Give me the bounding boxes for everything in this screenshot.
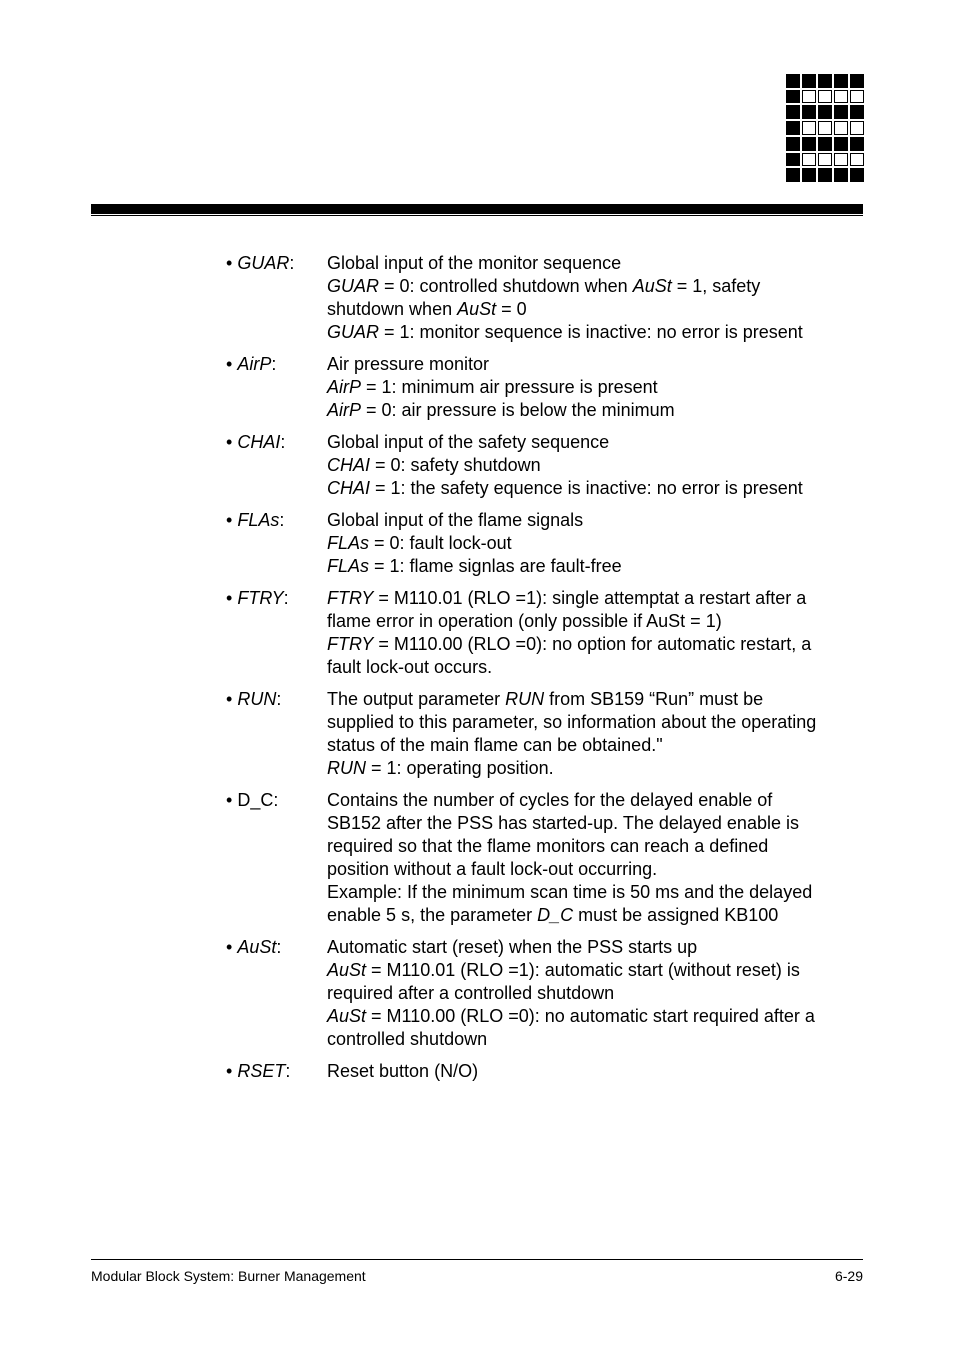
- parameter-reference: AuSt: [327, 1006, 367, 1026]
- footer-title: Modular Block System: Burner Management: [91, 1268, 366, 1284]
- bullet: •: [226, 354, 233, 374]
- parameter-name: AuSt: [237, 937, 277, 957]
- description-line: [327, 1005, 862, 1028]
- logo-cell: [802, 137, 816, 151]
- logo-cell: [786, 153, 800, 167]
- description-text: = M110.01 (RLO =1): automatic start (without reset) is: [366, 960, 800, 980]
- logo-cell: [818, 121, 832, 135]
- logo-cell: [802, 105, 816, 119]
- description-text: = 0: safety shutdown: [370, 455, 541, 475]
- logo-cell: [850, 137, 864, 151]
- logo-cell: [818, 168, 832, 182]
- bullet: •: [226, 790, 233, 810]
- description-text: = 1: monitor sequence is inactive: no error is present: [379, 322, 803, 342]
- description-text: required after a controlled shutdown: [327, 983, 615, 1003]
- parameter-reference: AuSt: [327, 960, 367, 980]
- description-line: [327, 936, 862, 959]
- description-text: = 1: operating position.: [366, 758, 554, 778]
- description-text: status of the main flame can be obtained.": [327, 735, 663, 755]
- description-line: [327, 982, 862, 1005]
- description-text: = 0: controlled shutdown when: [379, 276, 633, 296]
- description-line: [327, 298, 862, 321]
- header-rule: [91, 204, 863, 214]
- description-line: [327, 789, 862, 812]
- description-line: [327, 688, 862, 711]
- parameter-description: [327, 252, 862, 344]
- logo-cell: [850, 121, 864, 135]
- logo-cell: [786, 90, 800, 104]
- description-line: [327, 633, 862, 656]
- parameter-description: [327, 936, 862, 1051]
- parameter-reference: GUAR: [327, 322, 380, 342]
- description-line: [327, 555, 862, 578]
- bullet: •: [226, 432, 233, 452]
- parameter-colon: :: [289, 253, 295, 273]
- parameter-list: [226, 252, 862, 1092]
- description-line: [327, 959, 862, 982]
- parameter-reference: RUN: [505, 689, 545, 709]
- logo-cell: [850, 74, 864, 88]
- description-text: Automatic start (reset) when the PSS starts up: [327, 937, 698, 957]
- description-line: [327, 275, 862, 298]
- description-line: [327, 734, 862, 757]
- logo-cell: [850, 90, 864, 104]
- logo-cell: [818, 137, 832, 151]
- description-line: [327, 881, 862, 904]
- description-line: [327, 757, 862, 780]
- parameter-colon: :: [280, 432, 286, 452]
- description-line: [327, 477, 862, 500]
- parameter-reference: CHAI: [327, 478, 371, 498]
- bullet: •: [226, 253, 233, 273]
- parameter-name: RSET: [237, 1061, 286, 1081]
- parameter-name: GUAR: [237, 253, 290, 273]
- logo-cell: [802, 90, 816, 104]
- header-rule-thin: [91, 215, 863, 216]
- parameter-term: [226, 587, 327, 679]
- description-line: [327, 509, 862, 532]
- description-text: supplied to this parameter, so information about the operating: [327, 712, 817, 732]
- parameter-description: [327, 431, 862, 500]
- description-text: = 1: the safety equence is inactive: no error is present: [370, 478, 803, 498]
- parameter-entry: [226, 936, 862, 1051]
- logo-cell: [834, 137, 848, 151]
- parameter-reference: FLAs: [327, 556, 370, 576]
- logo-cell: [834, 153, 848, 167]
- parameter-reference: D_C: [537, 905, 574, 925]
- parameter-reference: CHAI: [327, 455, 371, 475]
- parameter-reference: AirP: [327, 400, 362, 420]
- parameter-reference: AuSt: [632, 276, 672, 296]
- logo-cell: [786, 137, 800, 151]
- logo-cell: [834, 90, 848, 104]
- description-text: = M110.00 (RLO =0): no option for automatic restart, a: [373, 634, 812, 654]
- logo-cell: [802, 74, 816, 88]
- parameter-term: [226, 252, 327, 344]
- parameter-description: [327, 1060, 862, 1083]
- description-text: required so that the flame monitors can reach a defined: [327, 836, 769, 856]
- parameter-entry: [226, 431, 862, 500]
- parameter-reference: GUAR: [327, 276, 380, 296]
- description-text: = 1, safety: [671, 276, 761, 296]
- logo-cell: [818, 153, 832, 167]
- description-text: = 0: fault lock-out: [369, 533, 512, 553]
- parameter-term: [226, 353, 327, 422]
- description-text: must be assigned KB100: [573, 905, 779, 925]
- description-line: [327, 532, 862, 555]
- parameter-description: [327, 353, 862, 422]
- description-text: The output parameter: [327, 689, 506, 709]
- description-text: enable 5 s, the parameter: [327, 905, 538, 925]
- description-line: [327, 454, 862, 477]
- page-number: 6-29: [834, 1268, 863, 1284]
- parameter-reference: AuSt: [457, 299, 497, 319]
- logo-cell: [834, 74, 848, 88]
- parameter-colon: :: [276, 937, 282, 957]
- description-line: [327, 321, 862, 344]
- description-line: [327, 656, 862, 679]
- description-line: [327, 812, 862, 835]
- parameter-description: [327, 587, 862, 679]
- logo-cell: [850, 105, 864, 119]
- description-text: = M110.00 (RLO =0): no automatic start required after a: [366, 1006, 815, 1026]
- logo-cell: [818, 105, 832, 119]
- logo-cell: [802, 153, 816, 167]
- parameter-description: [327, 789, 862, 927]
- description-text: Global input of the flame signals: [327, 510, 584, 530]
- bullet: •: [226, 937, 233, 957]
- parameter-reference: RUN: [327, 758, 366, 778]
- parameter-name: CHAI: [237, 432, 281, 452]
- description-text: = M110.01 (RLO =1): single attemptat a restart after a: [373, 588, 807, 608]
- description-text: Global input of the safety sequence: [327, 432, 610, 452]
- logo-cell: [802, 168, 816, 182]
- description-line: [327, 904, 862, 927]
- description-text: Example: If the minimum scan time is 50 ms and the delayed: [327, 882, 813, 902]
- parameter-colon: :: [279, 510, 285, 530]
- parameter-colon: :: [285, 1061, 291, 1081]
- description-line: [327, 858, 862, 881]
- parameter-entry: [226, 1060, 862, 1083]
- description-line: [327, 1028, 862, 1051]
- description-line: [327, 431, 862, 454]
- description-line: [327, 252, 862, 275]
- logo-cell: [786, 74, 800, 88]
- description-text: controlled shutdown: [327, 1029, 488, 1049]
- parameter-colon: :: [283, 588, 289, 608]
- parameter-name: RUN: [237, 689, 277, 709]
- bullet: •: [226, 1061, 233, 1081]
- parameter-reference: FTRY: [327, 588, 374, 608]
- parameter-colon: :: [273, 790, 279, 810]
- description-text: = 1: minimum air pressure is present: [361, 377, 658, 397]
- description-line: [327, 1060, 862, 1083]
- parameter-term: [226, 509, 327, 578]
- description-text: = 0: [496, 299, 527, 319]
- parameter-reference: AirP: [327, 377, 362, 397]
- logo-cell: [786, 168, 800, 182]
- footer-rule: [91, 1259, 863, 1260]
- logo-cell: [834, 168, 848, 182]
- description-text: position without a fault lock-out occurring.: [327, 859, 658, 879]
- description-line: [327, 399, 862, 422]
- description-line: [327, 711, 862, 734]
- bullet: •: [226, 689, 233, 709]
- parameter-term: [226, 1060, 327, 1083]
- parameter-name: FLAs: [237, 510, 280, 530]
- parameter-name: FTRY: [237, 588, 284, 608]
- description-text: Global input of the monitor sequence: [327, 253, 622, 273]
- logo-cell: [834, 105, 848, 119]
- parameter-term: [226, 431, 327, 500]
- parameter-entry: [226, 252, 862, 344]
- parameter-entry: [226, 509, 862, 578]
- logo-cell: [818, 90, 832, 104]
- logo-cell: [850, 153, 864, 167]
- logo-cell: [786, 121, 800, 135]
- logo-cell: [818, 74, 832, 88]
- parameter-colon: :: [276, 689, 282, 709]
- description-line: [327, 587, 862, 610]
- parameter-description: [327, 688, 862, 780]
- description-text: SB152 after the PSS has started-up. The delayed enable is: [327, 813, 799, 833]
- description-line: [327, 353, 862, 376]
- description-text: = 1: flame signlas are fault-free: [369, 556, 622, 576]
- parameter-entry: [226, 688, 862, 780]
- parameter-colon: :: [271, 354, 277, 374]
- description-text: Reset button (N/O): [327, 1061, 479, 1081]
- description-text: from SB159 “Run” must be: [544, 689, 764, 709]
- description-text: flame error in operation (only possible if AuSt = 1): [327, 611, 722, 631]
- bullet: •: [226, 510, 233, 530]
- description-line: [327, 835, 862, 858]
- parameter-term: [226, 936, 327, 1051]
- description-text: Air pressure monitor: [327, 354, 490, 374]
- parameter-entry: [226, 353, 862, 422]
- parameter-reference: FTRY: [327, 634, 374, 654]
- description-text: shutdown when: [327, 299, 458, 319]
- logo-cell: [850, 168, 864, 182]
- parameter-name: AirP: [237, 354, 272, 374]
- logo-cell: [802, 121, 816, 135]
- description-line: [327, 610, 862, 633]
- description-line: [327, 376, 862, 399]
- modular-block-grid-logo: [786, 74, 864, 182]
- logo-cell: [834, 121, 848, 135]
- parameter-name: D_C: [237, 790, 274, 810]
- parameter-entry: [226, 789, 862, 927]
- parameter-entry: [226, 587, 862, 679]
- description-text: fault lock-out occurs.: [327, 657, 493, 677]
- description-text: Contains the number of cycles for the delayed enable of: [327, 790, 773, 810]
- parameter-description: [327, 509, 862, 578]
- parameter-reference: FLAs: [327, 533, 370, 553]
- parameter-term: [226, 789, 327, 927]
- parameter-term: [226, 688, 327, 780]
- logo-cell: [786, 105, 800, 119]
- bullet: •: [226, 588, 233, 608]
- description-text: = 0: air pressure is below the minimum: [361, 400, 675, 420]
